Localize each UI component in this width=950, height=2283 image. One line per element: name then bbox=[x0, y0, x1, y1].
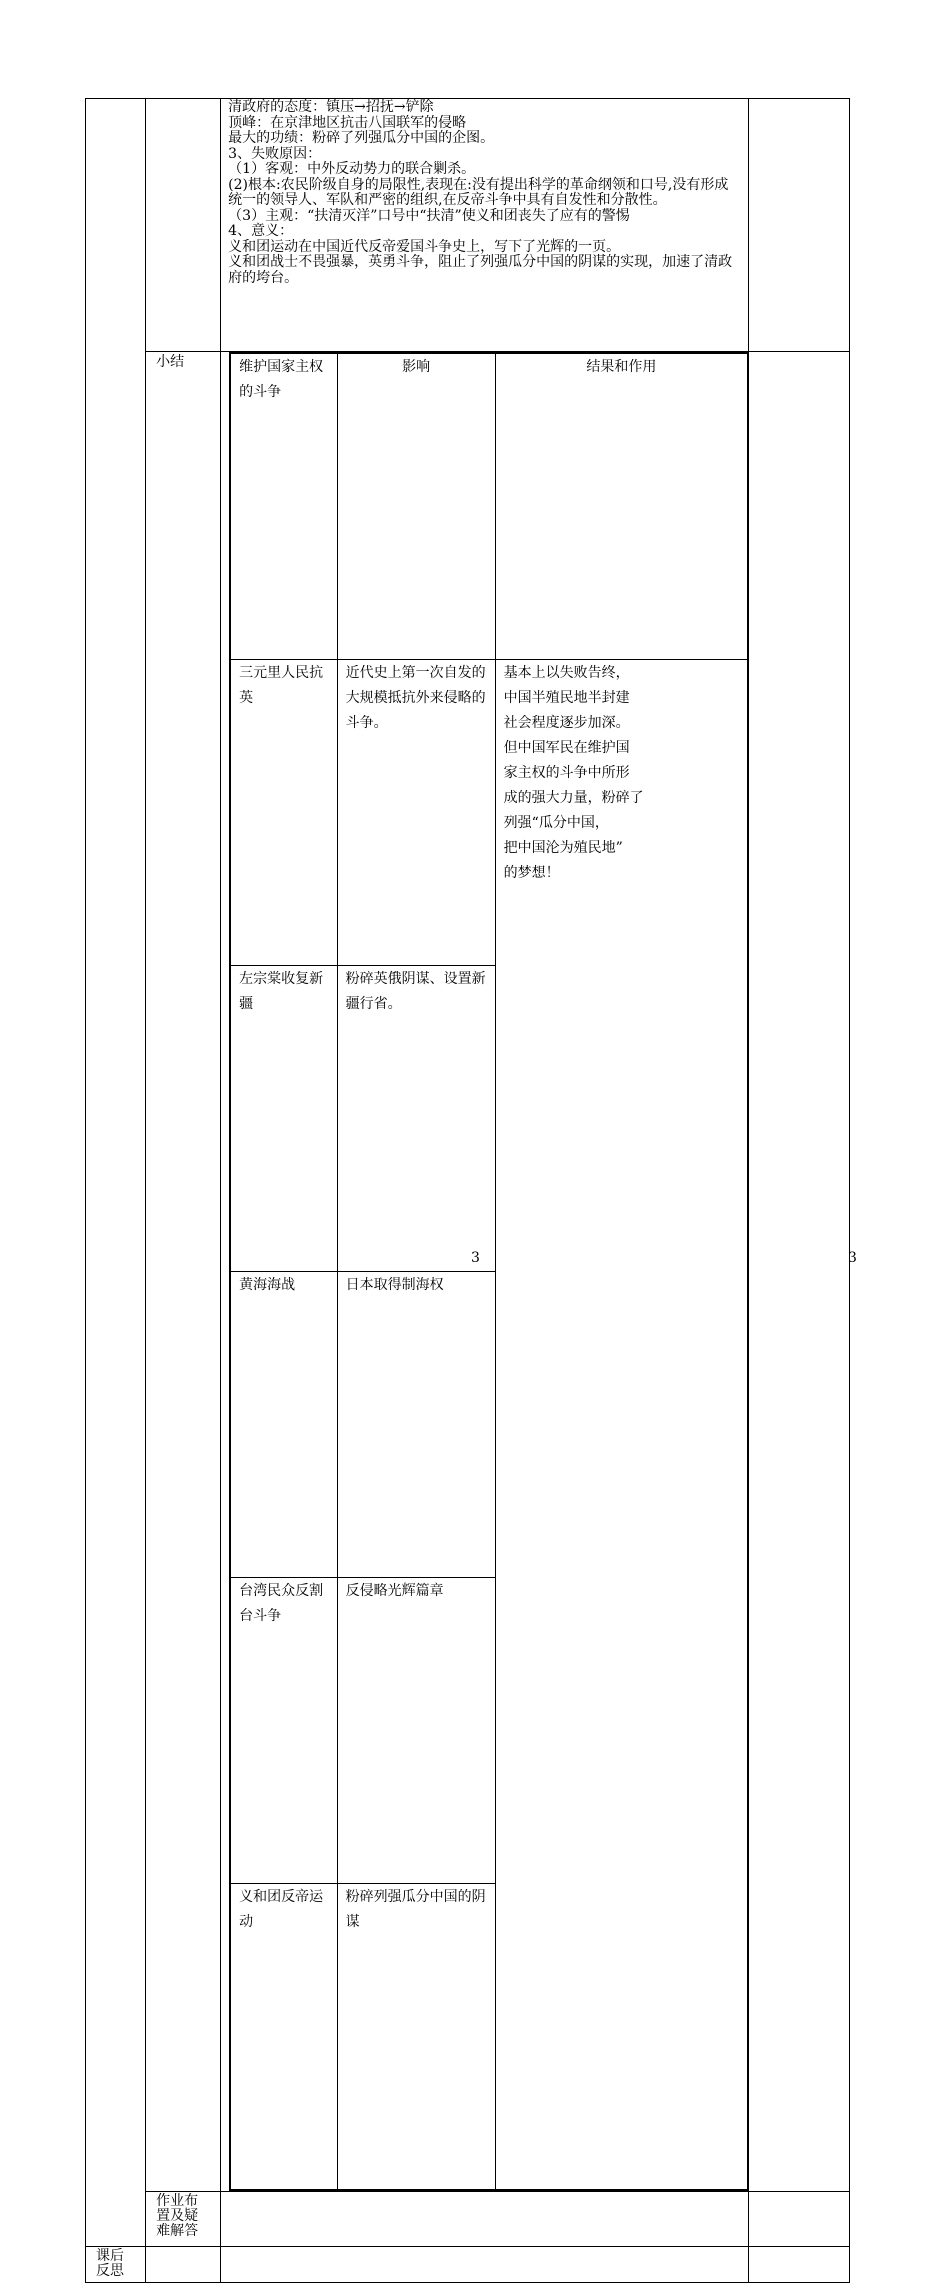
content-row bbox=[86, 99, 850, 352]
impact-cell: 粉碎英俄阴谋、设置新疆行省。 bbox=[337, 966, 495, 1272]
notes-cell bbox=[748, 2247, 849, 2283]
summary-header-row bbox=[230, 353, 748, 660]
result-line: 的梦想！ bbox=[503, 865, 560, 881]
result-line: 家主权的斗争中所形 bbox=[503, 765, 630, 781]
summary-label: 小结 bbox=[146, 352, 221, 2192]
notes-cell bbox=[748, 2192, 849, 2247]
header-impact: 影响 bbox=[337, 353, 495, 660]
content-line: 义和团运动在中国近代反帝爱国斗争史上，写下了光辉的一页。 bbox=[228, 238, 621, 255]
header-struggle: 维护国家主权的斗争 bbox=[230, 353, 337, 660]
result-line: 但中国军民在维护国 bbox=[503, 740, 630, 756]
struggle-cell: 左宗棠收复新疆 bbox=[230, 966, 337, 1272]
notes-cell bbox=[748, 99, 849, 352]
impact-cell: 近代史上第一次自发的大规模抵抗外来侵略的斗争。 bbox=[337, 660, 495, 966]
result-line: 成的强大力量，粉碎了 bbox=[503, 790, 644, 806]
reflection-cell bbox=[221, 2247, 749, 2283]
summary-table bbox=[229, 352, 749, 2191]
impact-cell: 反侵略光辉篇章 bbox=[337, 1578, 495, 1884]
content-line: 4、意义： bbox=[228, 223, 294, 239]
left-margin-cell bbox=[86, 99, 146, 2247]
lesson-plan-table bbox=[85, 98, 850, 2283]
homework-label: 作业布置及疑难解答 bbox=[146, 2192, 221, 2247]
content-line: （1）客观：中外反动势力的联合剿杀。 bbox=[228, 161, 476, 177]
table-row bbox=[230, 660, 748, 966]
summary-row bbox=[86, 352, 850, 2192]
reflection-row bbox=[86, 2247, 850, 2283]
content-line: 义和团战士不畏强暴，英勇斗争，阻止了列强瓜分中国的阴谋的实现，加速了清政府的垮台。 bbox=[228, 254, 733, 286]
result-line: 把中国沦为殖民地” bbox=[503, 840, 623, 856]
impact-cell: 日本取得制海权 bbox=[337, 1272, 495, 1578]
result-line: 社会程度逐步加深。 bbox=[503, 715, 630, 731]
content-line: 3、失败原因： bbox=[228, 145, 322, 162]
summary-cell bbox=[221, 352, 749, 2192]
struggle-cell: 义和团反帝运动 bbox=[230, 1884, 337, 2191]
homework-cell bbox=[221, 2192, 749, 2247]
homework-row bbox=[86, 2192, 850, 2247]
struggle-cell: 台湾民众反割台斗争 bbox=[230, 1578, 337, 1884]
result-line: 中国半殖民地半封建 bbox=[503, 690, 630, 706]
reflection-blank-cell bbox=[146, 2247, 221, 2283]
content-line: (2)根本:农民阶级自身的局限性,表现在:没有提出科学的革命纲领和口号,没有形成统一的领导人、军队和严密的组织,在反帝斗争中具有自发性和分散性。 bbox=[228, 176, 729, 208]
struggle-cell: 三元里人民抗英 bbox=[230, 660, 337, 966]
content-line: （3）主观：“扶清灭洋”口号中“扶清”使义和团丧失了应有的警惕 bbox=[228, 207, 630, 224]
result-cell bbox=[495, 660, 748, 2191]
reflection-label: 课后反思 bbox=[86, 2247, 146, 2283]
content-line: 顶峰：在京津地区抗击八国联军的侵略 bbox=[228, 114, 467, 131]
result-line: 基本上以失败告终， bbox=[503, 665, 630, 681]
page-number-right: 3 bbox=[848, 1250, 857, 1266]
content-line: 最大的功绩：粉碎了列强瓜分中国的企图。 bbox=[228, 130, 495, 146]
header-result: 结果和作用 bbox=[495, 353, 748, 660]
page-number-center: 3 bbox=[471, 1250, 480, 1266]
result-line: 列强“瓜分中国， bbox=[503, 815, 609, 831]
struggle-cell: 黄海海战 bbox=[230, 1272, 337, 1578]
content-line: 清政府的态度：镇压→招抚→铲除 bbox=[228, 99, 434, 115]
impact-cell: 粉碎列强瓜分中国的阴谋 bbox=[337, 1884, 495, 2191]
content-cell bbox=[221, 99, 749, 352]
content-label-cell bbox=[146, 99, 221, 352]
notes-cell bbox=[748, 352, 849, 2192]
